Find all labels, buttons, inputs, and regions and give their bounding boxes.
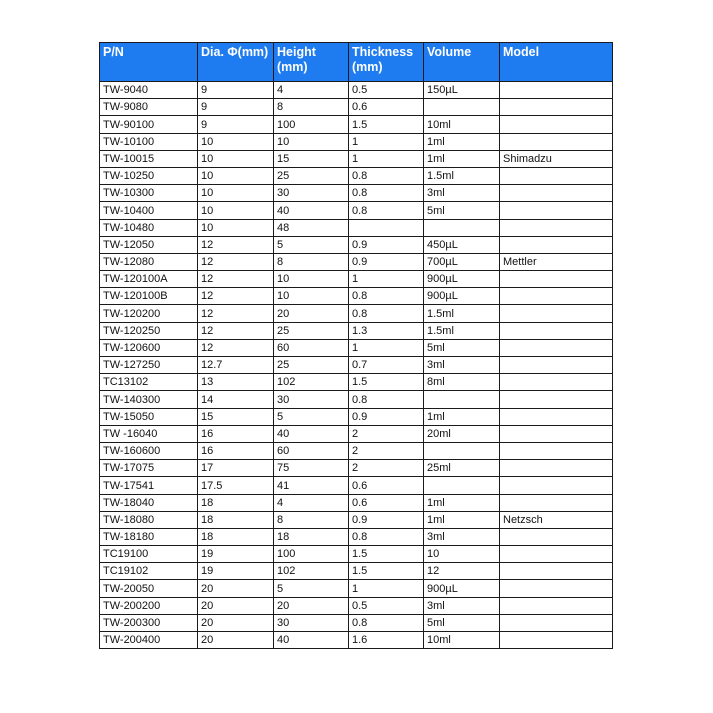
cell-model [500,82,613,99]
cell-volume [424,219,500,236]
table-row [100,460,613,477]
cell-pn: TW-120250 [100,322,198,339]
header-pn: P/N [100,43,198,82]
cell-volume: 3ml [424,528,500,545]
cell-volume: 1ml [424,408,500,425]
cell-diameter: 12 [198,253,274,270]
cell-height: 5 [274,236,349,253]
cell-height: 8 [274,99,349,116]
cell-pn: TW-10100 [100,133,198,150]
header-thickness: Thickness (mm) [349,43,424,82]
cell-pn: TW-15050 [100,408,198,425]
table-row [100,597,613,614]
table-row [100,150,613,167]
cell-volume: 10 [424,546,500,563]
cell-thickness: 1.5 [349,563,424,580]
cell-volume: 3ml [424,357,500,374]
table-row [100,236,613,253]
cell-thickness: 0.5 [349,82,424,99]
cell-diameter: 16 [198,442,274,459]
table-row [100,185,613,202]
table-row [100,374,613,391]
table-row [100,322,613,339]
cell-thickness: 1 [349,271,424,288]
cell-pn: TC19102 [100,563,198,580]
cell-height: 40 [274,632,349,649]
table-row [100,202,613,219]
cell-height: 102 [274,374,349,391]
cell-diameter: 16 [198,425,274,442]
table-row [100,563,613,580]
cell-diameter: 9 [198,116,274,133]
cell-thickness [349,219,424,236]
cell-height: 8 [274,253,349,270]
cell-model [500,305,613,322]
header-volume: Volume [424,43,500,82]
cell-pn: TW-17541 [100,477,198,494]
table-row [100,288,613,305]
table-row [100,357,613,374]
cell-height: 20 [274,597,349,614]
cell-model [500,288,613,305]
cell-height: 102 [274,563,349,580]
table-row [100,219,613,236]
cell-height: 5 [274,408,349,425]
table-row [100,632,613,649]
cell-thickness: 0.9 [349,511,424,528]
cell-diameter: 18 [198,528,274,545]
cell-height: 75 [274,460,349,477]
cell-height: 10 [274,133,349,150]
cell-thickness: 1 [349,150,424,167]
cell-pn: TW-12050 [100,236,198,253]
cell-thickness: 0.8 [349,202,424,219]
cell-height: 4 [274,82,349,99]
cell-volume: 20ml [424,425,500,442]
cell-height: 41 [274,477,349,494]
table-row [100,253,613,270]
cell-diameter: 14 [198,391,274,408]
table-row [100,305,613,322]
cell-model [500,597,613,614]
cell-volume: 1ml [424,133,500,150]
cell-thickness: 0.9 [349,236,424,253]
cell-height: 10 [274,271,349,288]
cell-thickness: 0.9 [349,408,424,425]
table-row [100,442,613,459]
cell-model [500,116,613,133]
cell-volume: 5ml [424,202,500,219]
cell-model [500,133,613,150]
cell-model [500,339,613,356]
cell-thickness: 0.6 [349,99,424,116]
cell-thickness: 1 [349,339,424,356]
cell-volume: 3ml [424,185,500,202]
cell-model [500,357,613,374]
cell-pn: TW-18040 [100,494,198,511]
cell-pn: TW-200400 [100,632,198,649]
cell-volume: 10ml [424,116,500,133]
cell-diameter: 17.5 [198,477,274,494]
cell-diameter: 19 [198,546,274,563]
cell-thickness: 0.8 [349,614,424,631]
cell-model [500,442,613,459]
cell-height: 20 [274,305,349,322]
cell-model [500,528,613,545]
cell-height: 4 [274,494,349,511]
cell-pn: TW-10300 [100,185,198,202]
cell-pn: TW-200300 [100,614,198,631]
cell-thickness: 1.5 [349,374,424,391]
cell-pn: TW-12080 [100,253,198,270]
cell-thickness: 0.9 [349,253,424,270]
cell-height: 25 [274,357,349,374]
cell-model [500,322,613,339]
cell-volume [424,442,500,459]
cell-thickness: 0.8 [349,167,424,184]
cell-height: 25 [274,322,349,339]
cell-model [500,494,613,511]
cell-thickness: 0.8 [349,288,424,305]
cell-height: 60 [274,442,349,459]
cell-pn: TW-10400 [100,202,198,219]
cell-model [500,202,613,219]
cell-pn: TW-10480 [100,219,198,236]
cell-height: 30 [274,614,349,631]
cell-volume: 8ml [424,374,500,391]
cell-volume: 450µL [424,236,500,253]
table-header-row [100,43,613,82]
cell-thickness: 2 [349,425,424,442]
cell-pn: TW-10250 [100,167,198,184]
cell-volume: 1.5ml [424,305,500,322]
cell-volume: 5ml [424,614,500,631]
cell-diameter: 10 [198,133,274,150]
cell-model [500,185,613,202]
cell-height: 8 [274,511,349,528]
table-row [100,546,613,563]
cell-volume: 1.5ml [424,322,500,339]
cell-pn: TW-18180 [100,528,198,545]
cell-diameter: 12 [198,322,274,339]
cell-diameter: 12 [198,305,274,322]
cell-volume: 5ml [424,339,500,356]
cell-diameter: 10 [198,150,274,167]
cell-pn: TW-120100B [100,288,198,305]
cell-height: 60 [274,339,349,356]
cell-volume: 3ml [424,597,500,614]
table-row [100,425,613,442]
cell-diameter: 10 [198,202,274,219]
cell-height: 5 [274,580,349,597]
cell-volume: 12 [424,563,500,580]
cell-pn: TW-18080 [100,511,198,528]
cell-thickness: 0.6 [349,477,424,494]
table-row [100,511,613,528]
cell-volume: 25ml [424,460,500,477]
cell-thickness: 0.8 [349,528,424,545]
cell-diameter: 17 [198,460,274,477]
cell-thickness: 1.3 [349,322,424,339]
cell-diameter: 12 [198,288,274,305]
cell-volume: 10ml [424,632,500,649]
table-row [100,494,613,511]
cell-diameter: 9 [198,99,274,116]
cell-thickness: 0.6 [349,494,424,511]
cell-model [500,546,613,563]
cell-model [500,460,613,477]
table-row [100,116,613,133]
cell-diameter: 20 [198,580,274,597]
cell-model [500,219,613,236]
cell-thickness: 1 [349,133,424,150]
table-row [100,99,613,116]
cell-height: 15 [274,150,349,167]
cell-volume: 900µL [424,271,500,288]
cell-thickness: 1.5 [349,116,424,133]
cell-model [500,271,613,288]
cell-volume: 1ml [424,511,500,528]
table-row [100,614,613,631]
cell-diameter: 10 [198,167,274,184]
cell-volume: 150µL [424,82,500,99]
table-row [100,339,613,356]
spec-table [99,42,613,649]
cell-diameter: 13 [198,374,274,391]
cell-pn: TC13102 [100,374,198,391]
cell-model [500,236,613,253]
cell-pn: TW-17075 [100,460,198,477]
cell-model [500,632,613,649]
cell-pn: TW-140300 [100,391,198,408]
cell-diameter: 9 [198,82,274,99]
cell-diameter: 15 [198,408,274,425]
cell-model [500,477,613,494]
cell-thickness: 0.8 [349,185,424,202]
cell-model: Netzsch [500,511,613,528]
cell-model [500,99,613,116]
cell-model [500,425,613,442]
cell-pn: TW-20050 [100,580,198,597]
cell-model [500,374,613,391]
cell-height: 18 [274,528,349,545]
cell-model [500,167,613,184]
cell-diameter: 20 [198,632,274,649]
cell-volume: 1ml [424,494,500,511]
cell-height: 40 [274,425,349,442]
cell-pn: TW-200200 [100,597,198,614]
cell-diameter: 20 [198,614,274,631]
cell-height: 100 [274,546,349,563]
cell-pn: TW-10015 [100,150,198,167]
cell-height: 10 [274,288,349,305]
cell-volume [424,391,500,408]
table-row [100,477,613,494]
cell-pn: TC19100 [100,546,198,563]
spec-table-container [99,42,612,649]
table-row [100,391,613,408]
header-model: Model [500,43,613,82]
cell-volume: 1.5ml [424,167,500,184]
cell-model [500,614,613,631]
cell-pn: TW-120200 [100,305,198,322]
cell-thickness: 0.7 [349,357,424,374]
cell-diameter: 10 [198,219,274,236]
cell-height: 48 [274,219,349,236]
cell-thickness: 0.8 [349,391,424,408]
cell-thickness: 2 [349,442,424,459]
cell-pn: TW-90100 [100,116,198,133]
cell-diameter: 12.7 [198,357,274,374]
header-diameter: Dia. Φ(mm) [198,43,274,82]
cell-diameter: 12 [198,339,274,356]
cell-thickness: 0.8 [349,305,424,322]
table-row [100,528,613,545]
cell-diameter: 12 [198,271,274,288]
table-row [100,271,613,288]
cell-height: 25 [274,167,349,184]
cell-height: 30 [274,391,349,408]
cell-diameter: 10 [198,185,274,202]
table-body [100,82,613,649]
cell-thickness: 1 [349,580,424,597]
cell-volume [424,99,500,116]
cell-pn: TW-127250 [100,357,198,374]
cell-pn: TW-9040 [100,82,198,99]
cell-thickness: 2 [349,460,424,477]
cell-height: 100 [274,116,349,133]
cell-pn: TW-160600 [100,442,198,459]
cell-diameter: 19 [198,563,274,580]
cell-pn: TW-120600 [100,339,198,356]
cell-pn: TW-9080 [100,99,198,116]
table-row [100,580,613,597]
cell-diameter: 18 [198,511,274,528]
cell-thickness: 1.6 [349,632,424,649]
table-row [100,82,613,99]
cell-model [500,563,613,580]
cell-pn: TW -16040 [100,425,198,442]
cell-volume: 900µL [424,580,500,597]
cell-height: 40 [274,202,349,219]
cell-model: Shimadzu [500,150,613,167]
cell-thickness: 1.5 [349,546,424,563]
cell-model [500,391,613,408]
header-height: Height (mm) [274,43,349,82]
cell-pn: TW-120100A [100,271,198,288]
cell-diameter: 12 [198,236,274,253]
cell-thickness: 0.5 [349,597,424,614]
cell-volume: 700µL [424,253,500,270]
table-row [100,167,613,184]
cell-model: Mettler [500,253,613,270]
cell-model [500,408,613,425]
cell-diameter: 18 [198,494,274,511]
cell-model [500,580,613,597]
cell-volume [424,477,500,494]
table-row [100,408,613,425]
cell-height: 30 [274,185,349,202]
cell-volume: 900µL [424,288,500,305]
table-row [100,133,613,150]
cell-diameter: 20 [198,597,274,614]
cell-volume: 1ml [424,150,500,167]
